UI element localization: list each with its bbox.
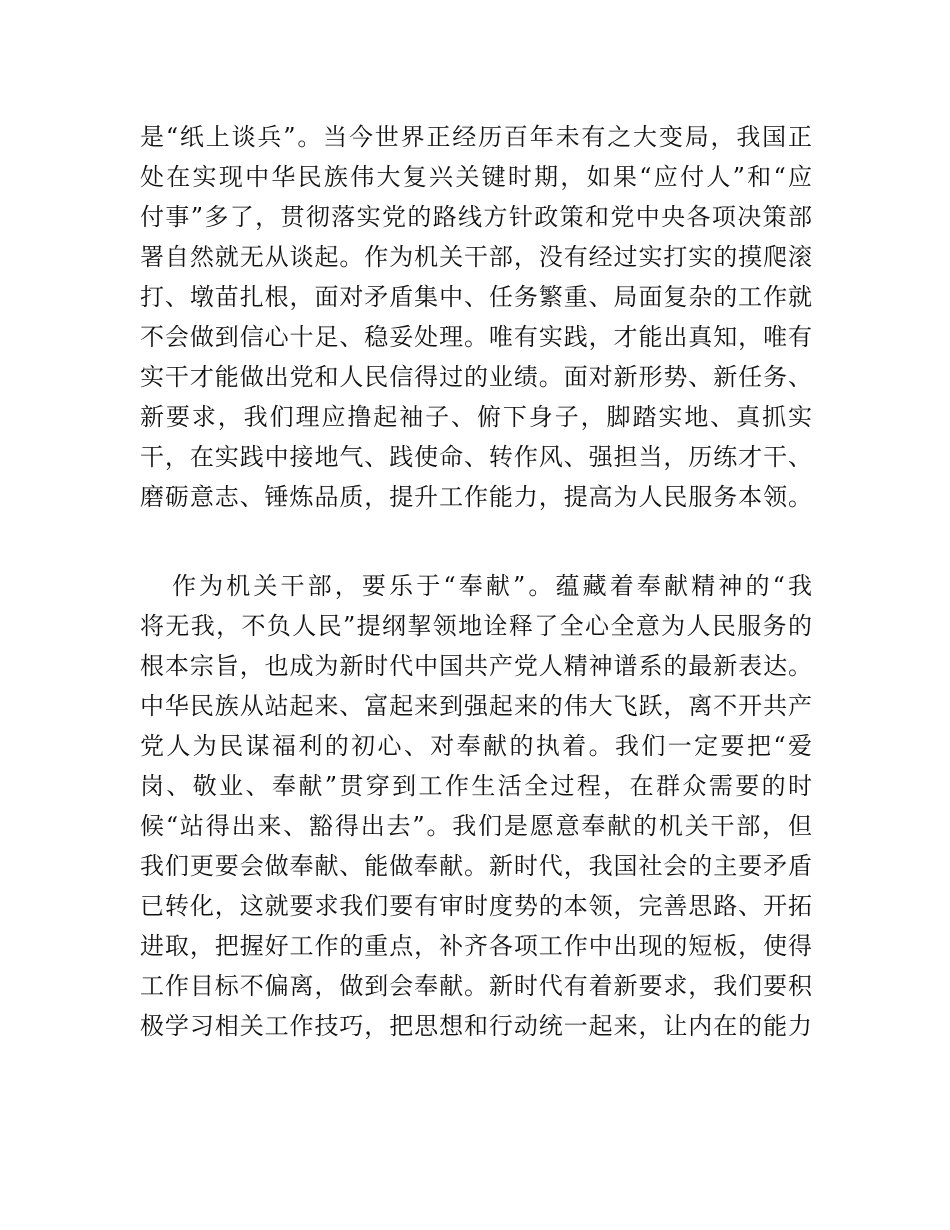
text-line: 我们更要会做奉献、能做奉献。新时代，我国社会的主要矛盾 [140,852,812,880]
text-line: 打、墩苗扎根，面对矛盾集中、任务繁重、局面复杂的工作就 [140,283,812,311]
text-line: 新要求，我们理应撸起袖子、俯下身子，脚踏实地、真抓实 [140,403,812,431]
paragraph-practice [140,117,812,517]
text-line: 候“站得出来、豁得出去”。我们是愿意奉献的机关干部，但 [140,812,812,840]
text-line: 署自然就无从谈起。作为机关干部，没有经过实打实的摸爬滚 [140,243,812,271]
text-line: 处在实现中华民族伟大复兴关键时期，如果“应付人”和“应 [140,163,812,191]
text-line: 根本宗旨，也成为新时代中国共产党人精神谱系的最新表达。 [140,652,812,680]
text-line: 党人为民谋福利的初心、对奉献的执着。我们一定要把“爱 [140,732,812,760]
text-line: 进取，把握好工作的重点，补齐各项工作中出现的短板，使得 [140,932,812,960]
text-line: 是“纸上谈兵”。当今世界正经历百年未有之大变局，我国正 [140,123,812,151]
text-line-first-indented: 作为机关干部，要乐于“奉献”。蕴藏着奉献精神的“我 [172,572,812,600]
paragraph-dedication [140,566,812,1046]
text-line: 已转化，这就要求我们要有审时度势的本领，完善思路、开拓 [140,892,812,920]
text-line: 将无我，不负人民”提纲挈领地诠释了全心全意为人民服务的 [140,612,812,640]
text-line: 岗、敬业、奉献”贯穿到工作生活全过程，在群众需要的时 [140,772,812,800]
text-line: 极学习相关工作技巧，把思想和行动统一起来，让内在的能力 [140,1012,812,1040]
text-line: 干，在实践中接地气、践使命、转作风、强担当，历练才干、 [140,443,812,471]
text-line: 工作目标不偏离，做到会奉献。新时代有着新要求，我们要积 [140,972,812,1000]
text-line: 付事”多了，贯彻落实党的路线方针政策和党中央各项决策部 [140,203,812,231]
text-line: 磨砺意志、锤炼品质，提升工作能力，提高为人民服务本领。 [140,483,812,511]
text-line: 中华民族从站起来、富起来到强起来的伟大飞跃，离不开共产 [140,692,812,720]
text-line: 不会做到信心十足、稳妥处理。唯有实践，才能出真知，唯有 [140,323,812,351]
text-line: 实干才能做出党和人民信得过的业绩。面对新形势、新任务、 [140,363,812,391]
